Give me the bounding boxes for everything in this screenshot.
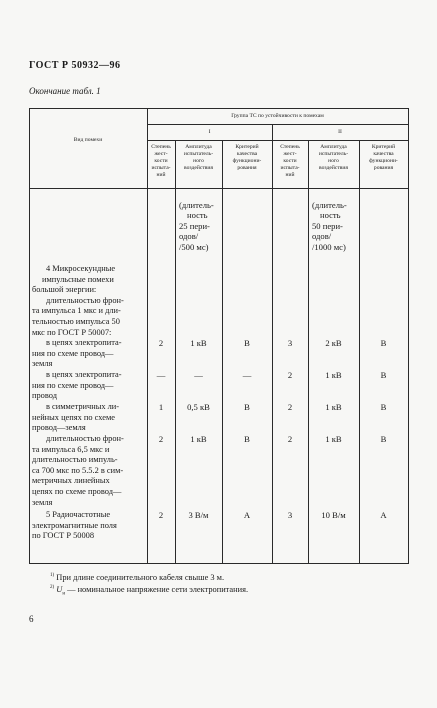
- column-header-group: Группа ТС по устойчивости к помехам: [231, 113, 324, 119]
- cell-amplitude-1: 3 В/м: [188, 510, 209, 520]
- cell-amplitude-2: 1 кВ: [325, 402, 342, 412]
- table-row: в цепях электропита- ния по схеме провод— земля: [32, 338, 122, 369]
- interference-table: [29, 108, 409, 708]
- column-header-kind: Вид помехи: [73, 137, 103, 143]
- cell-criterion-1: А: [243, 510, 251, 520]
- cell-criterion-2: А: [380, 510, 387, 520]
- duration-note-2: (длитель- ность 50 пери- одов/ /1000 мс): [312, 200, 347, 252]
- cell-criterion-1: В: [244, 338, 250, 348]
- cell-degree-1: —: [156, 370, 166, 380]
- subhead-degree-1: Степень жест- кости испыта- ний: [151, 144, 171, 178]
- cell-amplitude-2: 10 В/м: [321, 510, 346, 520]
- footnote-2: $^{2)}$ $U_н$ — номинальное напряжение сети электропитания.: [50, 584, 249, 597]
- cell-amplitude-1: 1 кВ: [190, 338, 207, 348]
- cell-amplitude-1: —: [194, 370, 203, 380]
- cell-amplitude-1: 0,5 кВ: [187, 402, 210, 412]
- cell-degree-2: 3: [287, 338, 293, 348]
- cell-degree-2: 3: [287, 510, 293, 520]
- cell-criterion-2: В: [380, 402, 387, 412]
- cell-degree-1: 2: [158, 434, 164, 444]
- item-4-heading: 4 Микросекундные импульсные помехи большой энергии: длительностью фрон- та импульса 1 мкс и дли- тельностью импульса 50 мкс по ГОСТ Р 50007:: [32, 264, 124, 337]
- duration-note-1: (длитель- ность 25 пери- одов/ /500 мс): [179, 200, 214, 252]
- table-row: в цепях электропита- ния по схеме провод— провод: [32, 370, 122, 401]
- cell-criterion-2: В: [380, 338, 387, 348]
- cell-degree-2: 2: [287, 370, 293, 380]
- page-number: 6: [29, 614, 34, 624]
- cell-criterion-1: В: [244, 434, 250, 444]
- subhead-criterion-2: Критерий качества функциони- рования: [369, 144, 398, 171]
- cell-degree-1: 2: [158, 338, 164, 348]
- cell-criterion-2: В: [380, 370, 387, 380]
- cell-degree-1: 2: [158, 510, 164, 520]
- cell-criterion-1: —: [242, 370, 252, 380]
- footnote-1: $^{1)}$ При длине соединительного кабеля свыше 3 м.: [50, 572, 225, 582]
- group-2-header: II: [338, 129, 342, 135]
- cell-amplitude-1: 1 кВ: [190, 434, 207, 444]
- table-caption: Окончание табл. 1: [29, 86, 101, 96]
- subhead-amplitude-2: Амплитуда испытатель- ного воздействия: [318, 144, 349, 171]
- table-row: длительностью фрон- та импульса 6,5 мкс и длительностью импуль- са 700 мкс по 5.5.2 в сим- метричных линейных цепях по схеме провод— земля: [32, 434, 124, 507]
- cell-amplitude-2: 2 кВ: [325, 338, 342, 348]
- cell-amplitude-2: 1 кВ: [325, 434, 342, 444]
- cell-amplitude-2: 1 кВ: [325, 370, 342, 380]
- group-1-header: I: [208, 129, 211, 135]
- cell-criterion-2: В: [380, 434, 387, 444]
- cell-degree-2: 2: [287, 434, 293, 444]
- subhead-criterion-1: Критерий качества функциони- рования: [232, 144, 262, 171]
- subhead-amplitude-1: Амплитуда испытатель- ного воздействия: [183, 144, 214, 171]
- table-row: 5 Радиочастотные электромагнитные поля по ГОСТ Р 50008: [32, 510, 117, 541]
- cell-degree-1: 1: [158, 402, 164, 412]
- table-row: в симметричных ли- нейных цепях по схеме провод—земля: [32, 402, 120, 433]
- cell-criterion-1: В: [244, 402, 250, 412]
- document-header: ГОСТ Р 50932—96: [29, 60, 121, 71]
- cell-degree-2: 2: [287, 402, 293, 412]
- subhead-degree-2: Степень жест- кости испыта- ний: [280, 144, 300, 178]
